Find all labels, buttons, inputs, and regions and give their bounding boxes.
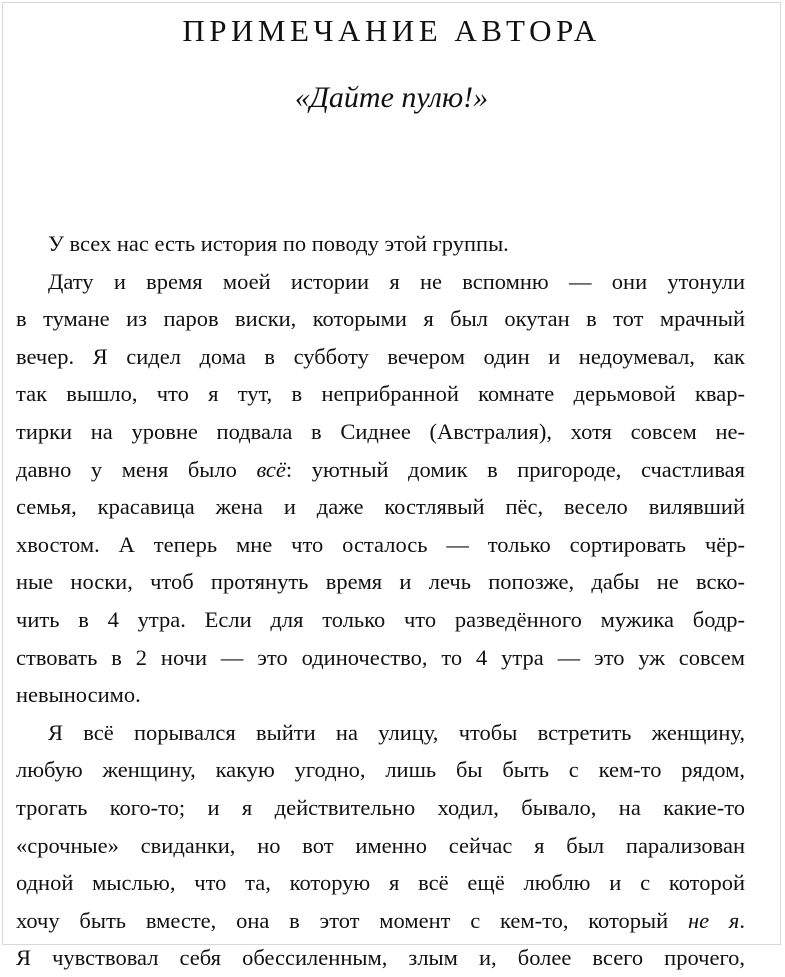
emphasis-text: всё xyxy=(256,456,286,482)
text-line: «срочные» свиданки, но вот именно сейчас я был парализован xyxy=(16,832,745,858)
text-line: тирки на уровне подвала в Сиднее (Австралия), хотя совсем не- xyxy=(16,418,745,444)
text-segment: хочу быть вместе, она в этот момент с кем-то, который xyxy=(16,907,688,933)
text-line: вечер. Я сидел дома в субботу вечером один и недоумевал, как xyxy=(16,343,745,369)
text-line: хвостом. А теперь мне что осталось — только сортировать чёр- xyxy=(16,531,745,557)
text-line: чить в 4 утра. Если для только что разведённого мужика бодр- xyxy=(16,606,745,632)
book-page xyxy=(2,2,781,971)
text-line: Я чувствовал себя обессиленным, злым и, более всего прочего, xyxy=(16,945,745,971)
text-line: трогать кого-то; и я действительно ходил, бывало, на какие-то xyxy=(16,794,745,820)
text-line: У всех нас есть история по поводу этой группы. xyxy=(48,231,509,256)
text-segment: . xyxy=(739,907,746,933)
text-line: так вышло, что я тут, в неприбранной комнате дерьмовой квар- xyxy=(16,381,745,407)
text-line: любую женщину, какую угодно, лишь бы быть с кем-то рядом, xyxy=(16,757,745,783)
text-line: в тумане из паров виски, которыми я был окутан в тот мрачный xyxy=(16,306,745,332)
text-line: одной мыслью, что та, которую я всё ещё люблю и с которой xyxy=(16,870,745,896)
text-line: семья, красавица жена и даже костлявый пёс, весело вилявший xyxy=(16,494,745,520)
emphasis-text: не я xyxy=(688,907,740,933)
text-line xyxy=(16,902,745,940)
text-line: ствовать в 2 ночи — это одиночество, то 4 утра — это уж совсем xyxy=(16,644,745,670)
body-text xyxy=(16,225,745,977)
text-line xyxy=(16,451,745,489)
text-segment: давно у меня было xyxy=(16,456,257,482)
page-subheading: «Дайте пулю!» xyxy=(294,81,489,114)
text-line: невыносимо. xyxy=(16,682,141,708)
page-heading: ПРИМЕЧАНИЕ АВТОРА xyxy=(182,13,601,48)
text-segment: : уютный домик в пригороде, счастливая xyxy=(285,456,745,482)
text-line: Я всё порывался выйти на улицу, чтобы встретить женщину, xyxy=(48,719,745,745)
text-line: ные носки, чтоб протянуть время и лечь попозже, дабы не вско- xyxy=(16,569,745,595)
text-line: Дату и время моей истории я не вспомню — они утонули xyxy=(48,268,745,294)
